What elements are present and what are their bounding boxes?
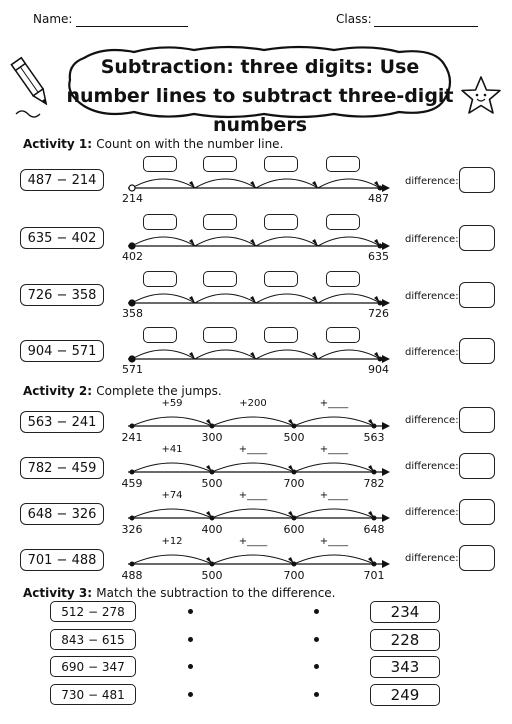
number-line-point: 648 <box>363 523 385 536</box>
number-line-start: 358 <box>122 307 143 320</box>
jump-label[interactable]: +____ <box>319 536 349 547</box>
number-line-point: 459 <box>121 477 143 490</box>
number-line-point: 701 <box>363 569 385 582</box>
number-line <box>120 226 395 266</box>
activity3-heading <box>23 586 336 600</box>
match-difference: 228 <box>370 629 440 651</box>
difference-label: difference: <box>405 176 459 187</box>
difference-answer-box[interactable] <box>459 338 495 364</box>
number-line-point: 700 <box>283 477 305 490</box>
activity2-problem: 648 − 326 <box>20 503 104 525</box>
match-dot-right[interactable] <box>314 637 319 642</box>
activity1-title: Activity 1: <box>23 137 93 151</box>
jump-label: +41 <box>161 444 183 455</box>
difference-answer-box[interactable] <box>459 545 495 571</box>
number-line-point: 326 <box>121 523 143 536</box>
smiling-star-icon <box>458 74 504 118</box>
match-subtraction: 730 − 481 <box>50 684 136 705</box>
number-line-point: 500 <box>283 431 305 444</box>
difference-answer-box[interactable] <box>459 282 495 308</box>
number-line-point: 782 <box>363 477 385 490</box>
difference-label: difference: <box>405 461 459 472</box>
activity1-problem: 487 − 214 <box>20 169 104 191</box>
match-dot-left[interactable] <box>188 692 193 697</box>
difference-label: difference: <box>405 234 459 245</box>
jump-label[interactable]: +____ <box>238 490 268 501</box>
activity1-heading <box>23 137 283 151</box>
activity1-problem: 635 − 402 <box>20 227 104 249</box>
number-line <box>120 404 395 444</box>
difference-answer-box[interactable] <box>459 499 495 525</box>
number-line-point: 400 <box>201 523 223 536</box>
number-line <box>120 168 395 208</box>
activity1-problem: 904 − 571 <box>20 340 104 362</box>
number-line-point: 700 <box>283 569 305 582</box>
match-difference: 343 <box>370 656 440 678</box>
number-line-start: 402 <box>122 250 143 263</box>
match-subtraction: 843 − 615 <box>50 629 136 650</box>
number-line-point: 500 <box>201 477 223 490</box>
jump-label[interactable]: +200 <box>239 398 267 409</box>
activity2-heading <box>23 384 222 398</box>
number-line-start: 214 <box>122 192 143 205</box>
jump-label: +74 <box>161 490 183 501</box>
match-dot-right[interactable] <box>314 664 319 669</box>
jump-label[interactable]: +____ <box>238 536 268 547</box>
jump-label[interactable]: +____ <box>319 398 349 409</box>
difference-label: difference: <box>405 415 459 426</box>
number-line-end: 635 <box>368 250 389 263</box>
name-input-line[interactable] <box>76 12 188 27</box>
activity1-problem: 726 − 358 <box>20 284 104 306</box>
match-difference: 234 <box>370 601 440 623</box>
difference-answer-box[interactable] <box>459 407 495 433</box>
match-dot-left[interactable] <box>188 637 193 642</box>
jump-label: +59 <box>161 398 183 409</box>
activity2-instruction: Complete the jumps. <box>96 384 222 398</box>
class-label: Class: <box>336 12 372 26</box>
difference-label: difference: <box>405 291 459 302</box>
activity2-problem: 701 − 488 <box>20 549 104 571</box>
number-line-point: 600 <box>283 523 305 536</box>
difference-label: difference: <box>405 347 459 358</box>
pencil-icon <box>8 50 58 120</box>
activity2-title: Activity 2: <box>23 384 93 398</box>
difference-label: difference: <box>405 553 459 564</box>
number-line-point: 563 <box>363 431 385 444</box>
activity2-problem: 782 − 459 <box>20 457 104 479</box>
number-line-end: 487 <box>368 192 389 205</box>
number-line-end: 726 <box>368 307 389 320</box>
match-dot-left[interactable] <box>188 609 193 614</box>
class-input-line[interactable] <box>374 12 478 27</box>
number-line-point: 500 <box>201 569 223 582</box>
page-title: Subtraction: three digits: Use number lines to subtract three-digit numbers <box>66 56 454 136</box>
number-line <box>120 496 395 536</box>
match-dot-right[interactable] <box>314 692 319 697</box>
number-line <box>120 542 395 582</box>
jump-label[interactable]: +____ <box>319 490 349 501</box>
activity2-problem: 563 − 241 <box>20 411 104 433</box>
name-label: Name: <box>33 12 73 26</box>
number-line <box>120 450 395 490</box>
number-line-point: 488 <box>121 569 143 582</box>
match-difference: 249 <box>370 684 440 706</box>
number-line-point: 241 <box>121 431 143 444</box>
difference-answer-box[interactable] <box>459 453 495 479</box>
number-line <box>120 339 395 379</box>
difference-answer-box[interactable] <box>459 167 495 193</box>
jump-label[interactable]: +____ <box>238 444 268 455</box>
number-line-point: 300 <box>201 431 223 444</box>
activity3-title: Activity 3: <box>23 586 93 600</box>
match-subtraction: 512 − 278 <box>50 601 136 622</box>
difference-label: difference: <box>405 507 459 518</box>
number-line <box>120 283 395 323</box>
number-line-start: 571 <box>122 363 143 376</box>
jump-label: +12 <box>161 536 183 547</box>
match-subtraction: 690 − 347 <box>50 656 136 677</box>
number-line-end: 904 <box>368 363 389 376</box>
match-dot-left[interactable] <box>188 664 193 669</box>
difference-answer-box[interactable] <box>459 225 495 251</box>
jump-label[interactable]: +____ <box>319 444 349 455</box>
activity1-instruction: Count on with the number line. <box>96 137 284 151</box>
match-dot-right[interactable] <box>314 609 319 614</box>
activity3-instruction: Match the subtraction to the difference. <box>96 586 336 600</box>
